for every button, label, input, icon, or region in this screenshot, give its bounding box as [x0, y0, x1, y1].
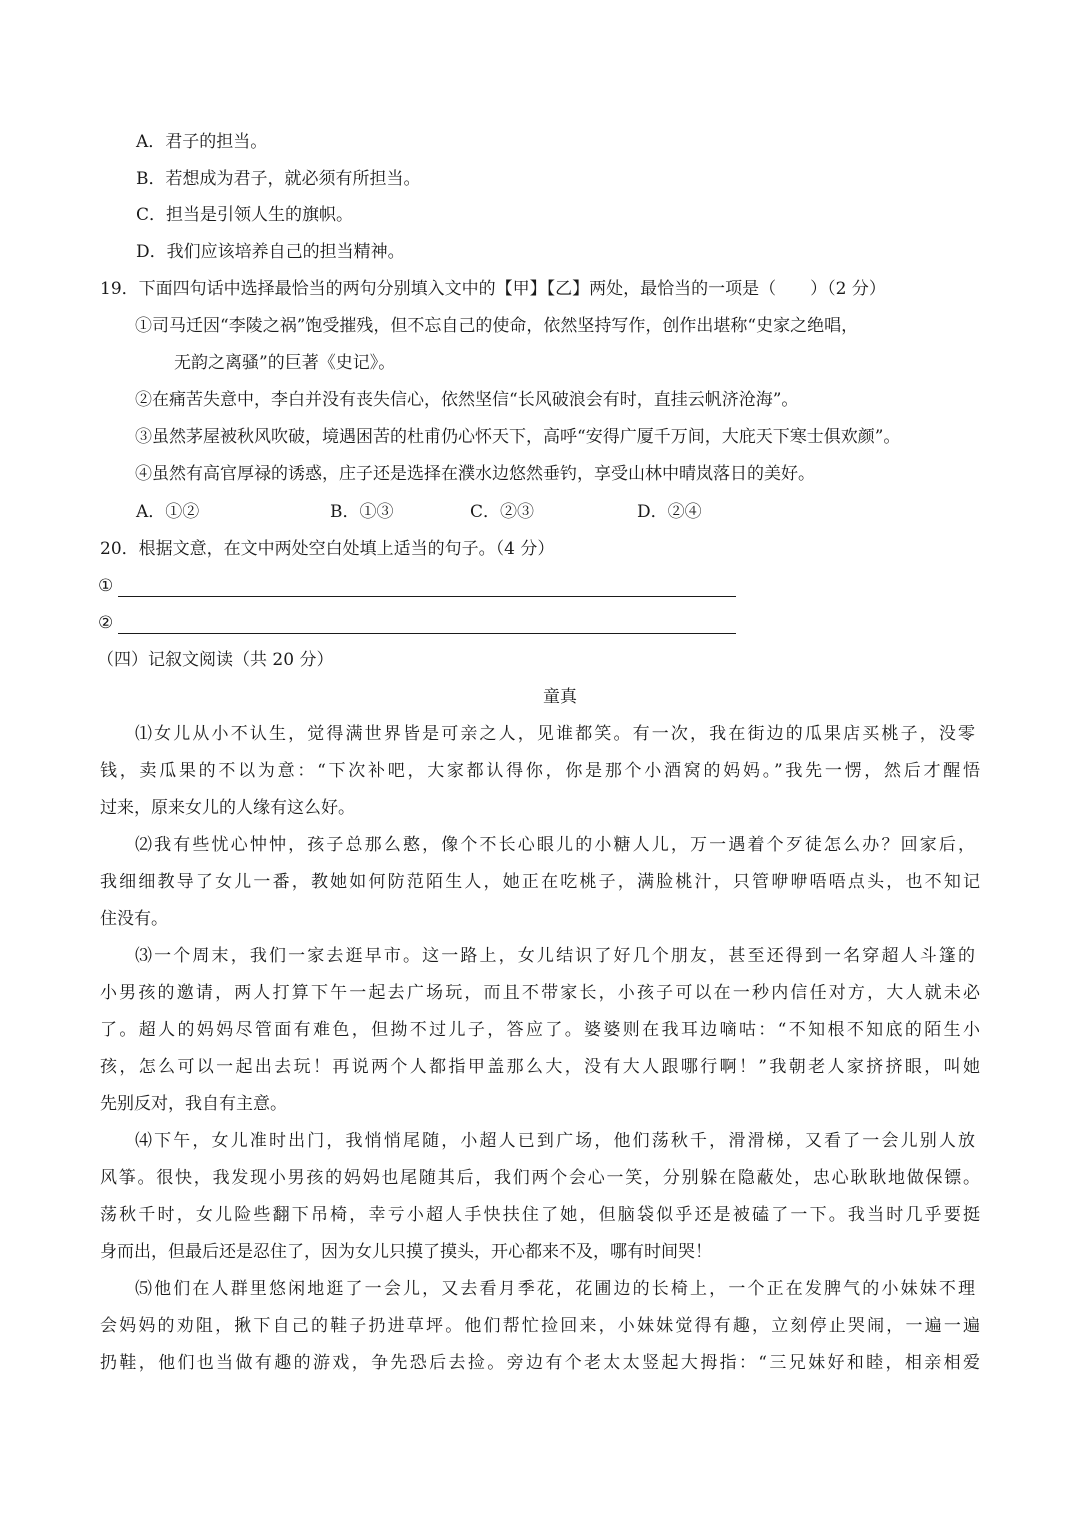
q19-choice-b: B．①③: [330, 502, 394, 522]
section-heading: （四）记叙文阅读（共 20 分）: [97, 650, 334, 670]
q19-item-4: ④虽然有高官厚禄的诱惑，庄子还是选择在濮水边悠然垂钓，享受山林中晴岚落日的美好。: [135, 464, 815, 484]
q19-choice-d: D．②④: [637, 502, 702, 522]
q19-item-1-line2: 无韵之离骚”的巨著《史记》。: [174, 353, 396, 373]
p3-line-3: 了。超人的妈妈尽管面有难色，但拗不过儿子，答应了。婆婆则在我耳边嘀咕：“不知根不知底的陌生小: [100, 1020, 980, 1040]
q19-stem: 19．下面四句话中选择最恰当的两句分别填入文中的【甲】【乙】两处，最恰当的一项是（ ）（2 分）: [100, 279, 886, 299]
p4-line-1: ⑷下午，女儿准时出门，我悄悄尾随，小超人已到广场，他们荡秋千，滑滑梯，又看了一会儿别人放: [135, 1131, 975, 1151]
q18-option-d: D．我们应该培养自己的担当精神。: [136, 242, 405, 262]
q20-stem: 20．根据文意，在文中两处空白处填上适当的句子。（4 分）: [100, 539, 555, 559]
p1-line-2: 钱，卖瓜果的不以为意：“下次补吧，大家都认得你，你是那个小酒窝的妈妈。”我先一愣，然后才醒悟: [100, 761, 980, 781]
p4-line-4: 身而出，但最后还是忍住了，因为女儿只摸了摸头，开心都来不及，哪有时间哭！: [100, 1242, 712, 1262]
p5-line-1: ⑸他们在人群里悠闲地逛了一会儿，又去看月季花，花圃边的长椅上，一个正在发脾气的小妹妹不理: [135, 1279, 975, 1299]
q18-option-b: B．若想成为君子，就必须有所担当。: [136, 169, 421, 189]
q19-choice-a: A．①②: [136, 502, 200, 522]
q20-blank-1-label: ①: [98, 576, 114, 596]
q20-blank-2-line[interactable]: [118, 610, 736, 634]
p3-line-5: 先别反对，我自有主意。: [100, 1094, 287, 1114]
p4-line-2: 风筝。很快，我发现小男孩的妈妈也尾随其后，我们两个会心一笑，分别躲在隐蔽处，忠心耿耿地做保镖。: [100, 1168, 980, 1188]
passage-title: 童真: [543, 687, 577, 707]
p3-line-1: ⑶一个周末，我们一家去逛早市。这一路上，女儿结识了好几个朋友，甚至还得到一名穿超人斗篷的: [135, 946, 975, 966]
q19-item-3: ③虽然茅屋被秋风吹破，境遇困苦的杜甫仍心怀天下，高呼“安得广厦千万间，大庇天下寒士俱欢颜”。: [135, 427, 901, 447]
q19-item-1-line1: ①司马迁因“李陵之祸”饱受摧残，但不忘自己的使命，依然坚持写作，创作出堪称“史家之绝唱，: [135, 316, 859, 336]
p5-line-2: 会妈妈的劝阻，揪下自己的鞋子扔进草坪。他们帮忙捡回来，小妹妹觉得有趣，立刻停止哭闹，一遍一遍: [100, 1316, 980, 1336]
p4-line-3: 荡秋千时，女儿险些翻下吊椅，幸亏小超人手快扶住了她，但脑袋似乎还是被磕了一下。我当时几乎要挺: [100, 1205, 980, 1225]
p3-line-4: 孩，怎么可以一起出去玩！再说两个人都指甲盖那么大，没有大人跟哪行啊！”我朝老人家挤挤眼，叫她: [100, 1057, 980, 1077]
p2-line-3: 住没有。: [100, 909, 168, 929]
q20-blank-2-label: ②: [98, 613, 114, 633]
p1-line-3: 过来，原来女儿的人缘有这么好。: [100, 798, 355, 818]
p1-line-1: ⑴女儿从小不认生，觉得满世界皆是可亲之人，见谁都笑。有一次，我在街边的瓜果店买桃子，没零: [135, 724, 975, 744]
q18-option-a: A．君子的担当。: [136, 132, 268, 152]
p2-line-1: ⑵我有些忧心忡忡，孩子总那么憨，像个不长心眼儿的小糖人儿，万一遇着个歹徒怎么办？回家后，: [135, 835, 975, 855]
q19-item-2: ②在痛苦失意中，李白并没有丧失信心，依然坚信“长风破浪会有时，直挂云帆济沧海”。: [135, 390, 799, 410]
q18-option-c: C．担当是引领人生的旗帜。: [136, 205, 354, 225]
p2-line-2: 我细细教导了女儿一番，教她如何防范陌生人，她正在吃桃子，满脸桃汁，只管咿咿唔唔点头，也不知记: [100, 872, 980, 892]
p3-line-2: 小男孩的邀请，两人打算下午一起去广场玩，而且不带家长，小孩子可以在一秒内信任对方，大人就未必: [100, 983, 980, 1003]
q20-blank-1-line[interactable]: [118, 573, 736, 597]
p5-line-3: 扔鞋，他们也当做有趣的游戏，争先恐后去捡。旁边有个老太太竖起大拇指：“三兄妹好和睦，相亲相爱: [100, 1353, 980, 1373]
q19-choice-c: C．②③: [470, 502, 535, 522]
